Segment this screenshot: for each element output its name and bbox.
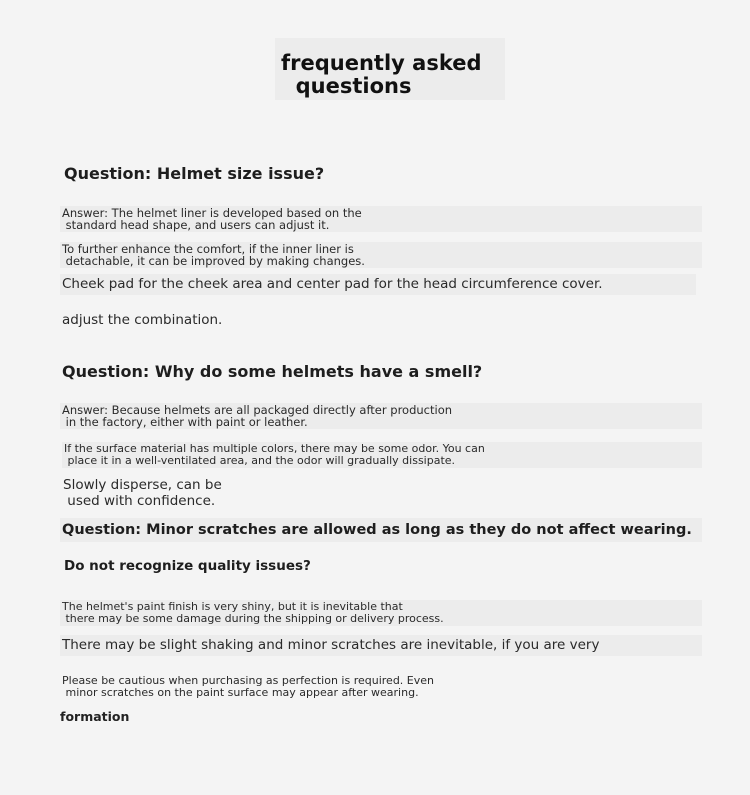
faq-answer-text: To further enhance the comfort, if the inner liner is detachable, it can be improved by making changes.: [60, 242, 702, 268]
page-title: frequently asked questions: [275, 38, 505, 100]
faq-question-helmet-smell: Question: Why do some helmets have a smell?: [62, 362, 483, 381]
faq-question-quality-issues: Do not recognize quality issues?: [64, 558, 311, 574]
faq-answer-text: formation: [60, 709, 130, 724]
faq-answer-text: There may be slight shaking and minor scratches are inevitable, if you are very: [60, 635, 702, 656]
faq-answer-text: Please be cautious when purchasing as perfection is required. Even minor scratches on the paint surface may appear after wearing.: [62, 674, 434, 699]
faq-answer-text: adjust the combination.: [62, 312, 223, 328]
faq-question-minor-scratches: Question: Minor scratches are allowed as long as they do not affect wearing.: [60, 518, 702, 542]
faq-answer-text: The helmet's paint finish is very shiny, but it is inevitable that there may be some damage during the shipping or delivery process.: [60, 600, 702, 626]
faq-question-helmet-size: Question: Helmet size issue?: [64, 164, 325, 183]
faq-answer-text: Slowly disperse, can be used with confidence.: [63, 477, 222, 509]
faq-answer-text: If the surface material has multiple colors, there may be some odor. You can place it in a well-ventilated area, and the odor will gradually dissipate.: [62, 442, 702, 468]
faq-answer-text: Answer: Because helmets are all packaged directly after production in the factory, either with paint or leather.: [60, 403, 702, 429]
faq-answer-text: Cheek pad for the cheek area and center pad for the head circumference cover.: [60, 274, 696, 295]
faq-answer-text: Answer: The helmet liner is developed based on the standard head shape, and users can adjust it.: [60, 206, 702, 232]
